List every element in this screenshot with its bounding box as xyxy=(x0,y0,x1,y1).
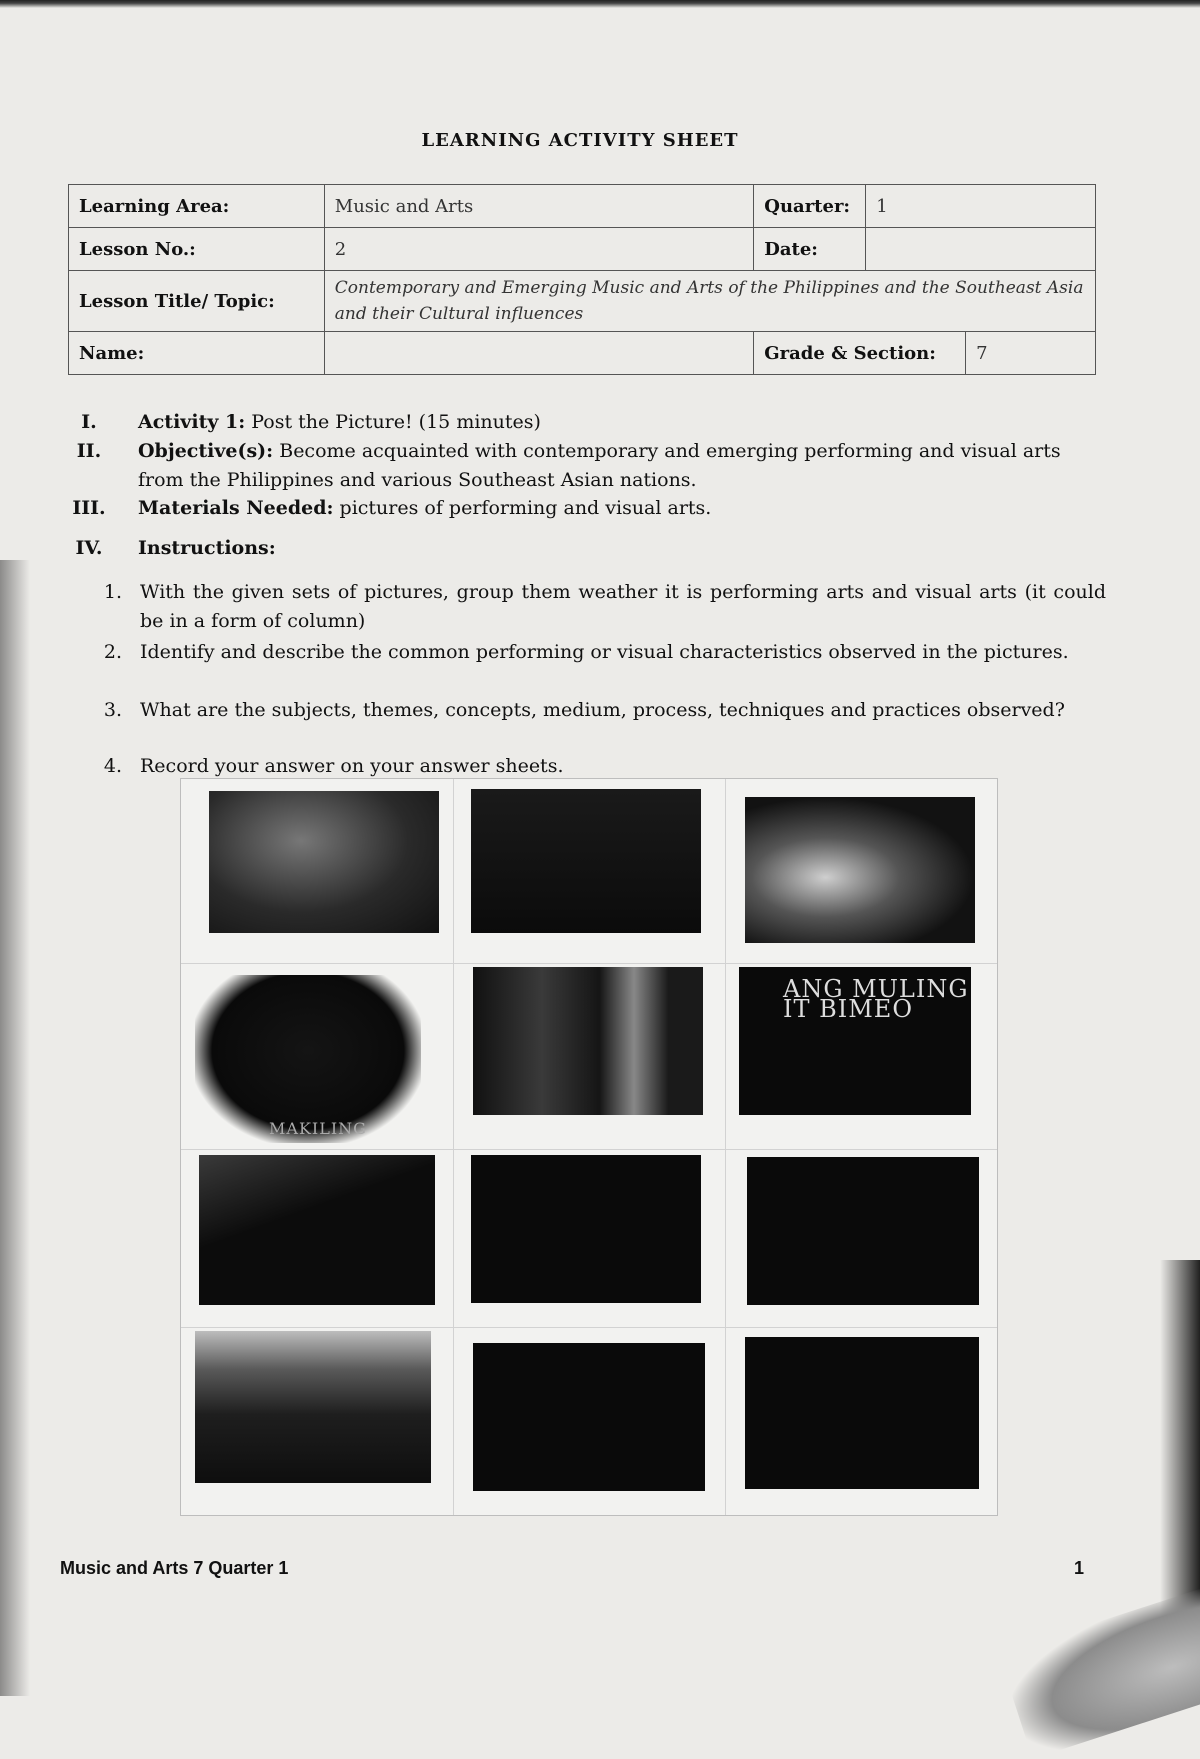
picture-performance-2 xyxy=(471,789,701,933)
section-label: Objective(s): xyxy=(138,440,274,462)
section-number: III. xyxy=(72,497,106,519)
quarter-label: Quarter: xyxy=(754,185,866,228)
topic-value: Contemporary and Emerging Music and Arts of the Philippines and the Southeast Asia and their Cultural influences xyxy=(324,271,1095,332)
grade-section-label: Grade & Section: xyxy=(754,332,966,375)
section-text: pictures of performing and visual arts. xyxy=(333,497,712,519)
picture-visual-4 xyxy=(473,1343,705,1491)
picture-cell xyxy=(725,779,997,964)
picture-grid xyxy=(180,778,998,1516)
name-value xyxy=(324,332,753,375)
section-label: Instructions: xyxy=(138,537,276,559)
instruction-number: 3. xyxy=(103,699,122,721)
picture-cell xyxy=(181,1327,454,1515)
picture-cell xyxy=(725,1149,997,1328)
instruction-text: With the given sets of pictures, group them weather it is performing arts and visual arts (it could be in a form of column) xyxy=(140,581,1106,632)
page-number: 1 xyxy=(1074,1558,1085,1578)
section-materials xyxy=(64,494,1094,524)
picture-visual-2 xyxy=(471,1155,701,1303)
topic-label: Lesson Title/ Topic: xyxy=(69,271,325,332)
picture-visual-1 xyxy=(199,1155,435,1305)
instruction-number: 4. xyxy=(103,755,122,777)
picture-cell xyxy=(453,1327,726,1515)
picture-cell xyxy=(725,963,997,1150)
picture-caption: MAKILING xyxy=(269,1119,367,1138)
instruction-text: What are the subjects, themes, concepts, medium, process, techniques and practices observed? xyxy=(140,699,1065,721)
picture-cell xyxy=(725,1327,997,1515)
picture-cell xyxy=(181,963,454,1150)
lesson-no-value: 2 xyxy=(324,228,753,271)
picture-group-performers xyxy=(195,975,421,1143)
picture-cell xyxy=(181,1149,454,1328)
page-top-edge xyxy=(0,0,1200,8)
instruction-number: 1. xyxy=(103,581,122,603)
instruction-text: Identify and describe the common performing or visual characteristics observed in the pictures. xyxy=(140,641,1069,663)
learning-area-label: Learning Area: xyxy=(69,185,325,228)
lesson-info-table xyxy=(68,184,1096,375)
poster-title: ANG MULING IT BIMEO xyxy=(783,975,969,1023)
section-instructions xyxy=(64,534,1094,564)
section-number: IV. xyxy=(75,537,103,559)
row-learning-area xyxy=(69,185,1096,228)
picture-visual-5 xyxy=(745,1337,979,1489)
footer-title: Music and Arts 7 Quarter 1 xyxy=(60,1558,289,1578)
grade-section-value: 7 xyxy=(966,332,1096,375)
quarter-value: 1 xyxy=(866,185,1096,228)
section-activity xyxy=(64,408,1094,438)
learning-area-value: Music and Arts xyxy=(324,185,753,228)
section-number: II. xyxy=(76,440,102,462)
section-text: Post the Picture! (15 minutes) xyxy=(245,411,541,433)
picture-temple xyxy=(195,1331,431,1483)
page-title: LEARNING ACTIVITY SHEET xyxy=(421,130,739,151)
picture-woman-portrait xyxy=(473,967,703,1115)
section-objectives xyxy=(64,437,1094,495)
picture-film-poster xyxy=(739,967,971,1115)
section-label: Materials Needed: xyxy=(138,497,334,519)
page-left-shadow xyxy=(0,560,30,1696)
row-lesson-no xyxy=(69,228,1096,271)
picture-performance-1 xyxy=(209,791,439,933)
section-label: Activity 1: xyxy=(138,411,246,433)
instruction-text: Record your answer on your answer sheets. xyxy=(140,755,564,777)
picture-cell xyxy=(453,963,726,1150)
picture-visual-3 xyxy=(747,1157,979,1305)
lesson-no-label: Lesson No.: xyxy=(69,228,325,271)
row-topic xyxy=(69,271,1096,332)
name-label: Name: xyxy=(69,332,325,375)
row-name xyxy=(69,332,1096,375)
instruction-number: 2. xyxy=(103,641,122,663)
hand-shadow xyxy=(999,1583,1200,1759)
date-value xyxy=(866,228,1096,271)
picture-performance-3 xyxy=(745,797,975,943)
picture-cell xyxy=(453,779,726,964)
section-text: Become acquainted with contemporary and emerging performing and visual arts from the Philippines and various Southeast Asian nations. xyxy=(138,440,1061,491)
date-label: Date: xyxy=(754,228,866,271)
picture-cell xyxy=(181,779,454,964)
section-number: I. xyxy=(81,411,97,433)
picture-cell xyxy=(453,1149,726,1328)
